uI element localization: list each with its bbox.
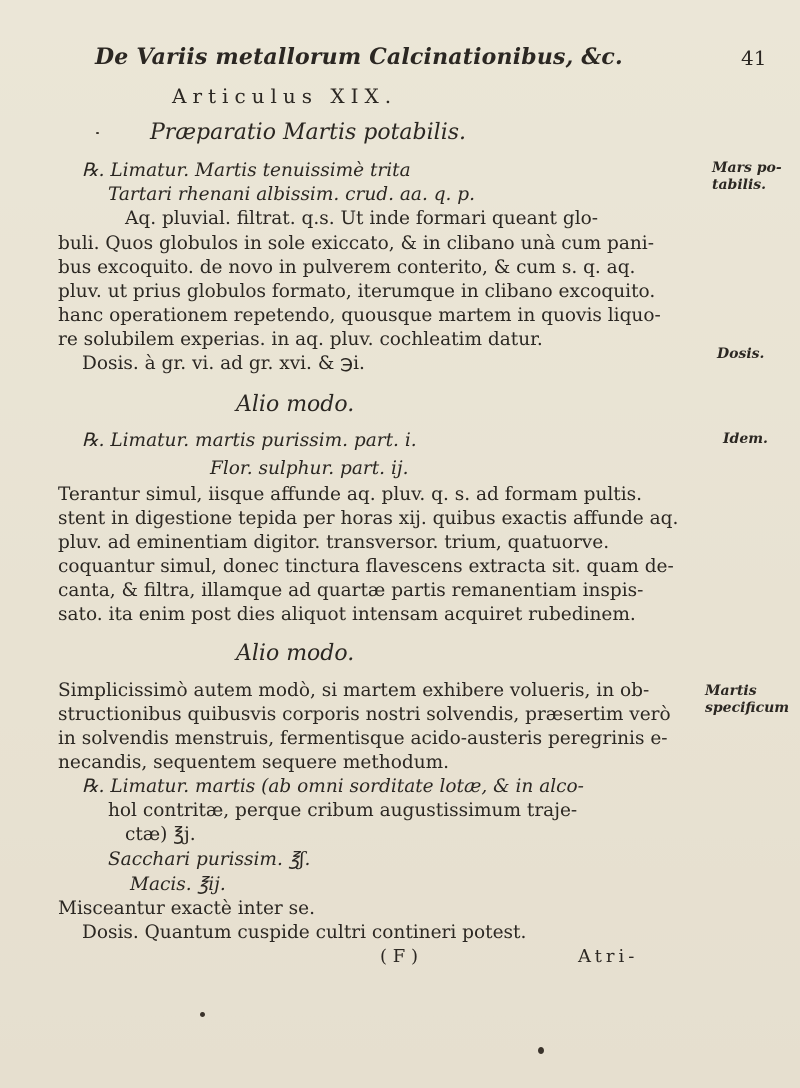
alio2-line-6: hol contritæ, perque cribum augustissimum traje- <box>108 800 578 821</box>
alio2-dosis: Dosis. Quantum cuspide cultri contineri potest. <box>82 922 527 943</box>
alio1-line-5: pluv. ad eminentiam digitor. transversor. trium, quatuorve. <box>58 532 610 553</box>
recipe1-line-5: bus excoquito. de novo in pulverem conterito, & cum s. q. aq. <box>58 257 636 278</box>
alio2-line-2: structionibus quibusvis corporis nostri solvendis, præsertim verò <box>58 704 671 725</box>
alio1-line-3: Terantur simul, iisque affunde aq. pluv. q. s. ad formam pultis. <box>58 484 643 505</box>
margin-note-idem: Idem. <box>723 431 768 447</box>
alio2-line-9: Macis. ℥ij. <box>130 874 226 895</box>
alio2-line-1: Simplicissimò autem modò, si martem exhibere volueris, in ob- <box>58 680 650 701</box>
catchword: Atri- <box>578 946 639 967</box>
alio2-line-8: Sacchari purissim. ℥ʃ. <box>108 849 311 870</box>
alio2-line-10: Misceantur exactè inter se. <box>58 898 315 919</box>
margin-note-dosis: Dosis. <box>717 346 765 362</box>
paper-speck <box>538 1047 544 1054</box>
page-number: 41 <box>741 46 767 70</box>
running-title: De Variis metallorum Calcinationibus, &c. <box>95 44 623 70</box>
article-subtitle: Præparatio Martis potabilis. <box>150 120 467 145</box>
paper-speck <box>96 132 99 134</box>
recipe1-line-1: ℞. Limatur. Martis tenuissimè trita <box>82 160 411 181</box>
margin-note-mars-potabilis-1: Mars po- <box>712 160 782 176</box>
alio-modo-heading-1: Alio modo. <box>236 392 355 417</box>
recipe1-line-3: Aq. pluvial. filtrat. q.s. Ut inde formari queant glo- <box>125 208 599 229</box>
paper-speck <box>200 1012 205 1017</box>
article-heading: Articulus XIX. <box>172 84 398 108</box>
alio2-line-4: necandis, sequentem sequere methodum. <box>58 752 450 773</box>
recipe1-dosis: Dosis. à gr. vi. ad gr. xvi. & ℈i. <box>82 353 365 374</box>
recipe1-line-8: re solubilem experias. in aq. pluv. cochleatim datur. <box>58 329 543 350</box>
recipe1-line-7: hanc operationem repetendo, quousque martem in quovis liquo- <box>58 305 661 326</box>
alio2-line-3: in solvendis menstruis, fermentisque acido-austeris peregrinis e- <box>58 728 668 749</box>
alio1-line-4: stent in digestione tepida per horas xij. quibus exactis affunde aq. <box>58 508 679 529</box>
signature-mark: ( F ) <box>380 946 418 967</box>
margin-note-martis-2: specificum <box>705 700 790 716</box>
alio1-line-7: canta, & filtra, illamque ad quartæ partis remanentiam inspis- <box>58 580 644 601</box>
alio1-line-6: coquantur simul, donec tinctura flavescens extracta sit. quam de- <box>58 556 674 577</box>
alio1-line-8: sato. ita enim post dies aliquot intensam acquiret rubedinem. <box>58 604 636 625</box>
alio2-line-7: ctæ) ℥j. <box>125 824 196 845</box>
alio-modo-heading-2: Alio modo. <box>236 641 355 666</box>
recipe1-line-2: Tartari rhenani albissim. crud. aa. q. p. <box>108 184 476 205</box>
alio1-line-1: ℞. Limatur. martis purissim. part. i. <box>82 430 417 451</box>
alio2-line-5: ℞. Limatur. martis (ab omni sorditate lotæ, & in alco- <box>82 776 584 797</box>
margin-note-martis-1: Martis <box>705 683 757 699</box>
margin-note-mars-potabilis-2: tabilis. <box>712 177 767 193</box>
recipe1-line-4: buli. Quos globulos in sole exiccato, & in clibano unà cum pani- <box>58 233 654 254</box>
recipe1-line-6: pluv. ut prius globulos formato, iterumque in clibano excoquito. <box>58 281 656 302</box>
alio1-line-2: Flor. sulphur. part. ij. <box>210 458 409 479</box>
